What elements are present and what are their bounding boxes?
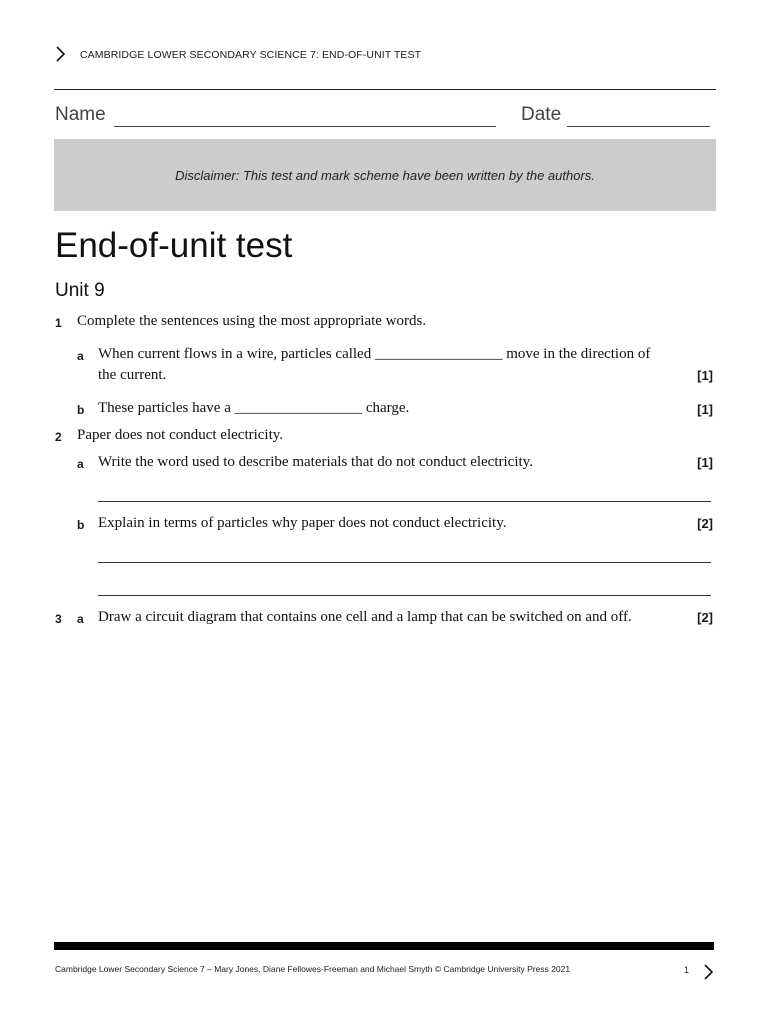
- question-text: These particles have a _________________ charge.: [98, 400, 410, 416]
- footer-credit: Cambridge Lower Secondary Science 7 – Mary Jones, Diane Fellowes-Freeman and Michael Smyth © Cambridge University Press 2021: [55, 964, 571, 974]
- disclaimer-text: Disclaimer: This test and mark scheme have been written by the authors.: [175, 167, 595, 183]
- question-text: Complete the sentences using the most appropriate words.: [77, 313, 427, 329]
- part-label: a: [77, 349, 84, 363]
- marks-label: [1]: [697, 455, 713, 470]
- question-number: 2: [55, 430, 62, 444]
- name-label: Name: [55, 104, 106, 125]
- question-text: Draw a circuit diagram that contains one cell and a lamp that can be switched on and off.: [98, 609, 632, 625]
- date-field-line[interactable]: [567, 126, 710, 127]
- answer-line[interactable]: [98, 562, 711, 563]
- series-header: CAMBRIDGE LOWER SECONDARY SCIENCE 7: END-OF-UNIT TEST: [80, 49, 422, 61]
- marks-label: [1]: [697, 402, 713, 417]
- marks-label: [1]: [697, 368, 713, 383]
- part-label: b: [77, 518, 85, 532]
- question-number: 3: [55, 612, 62, 626]
- part-label: a: [77, 457, 84, 471]
- marks-label: [2]: [697, 516, 713, 531]
- disclaimer-box: [54, 139, 716, 211]
- footer-bar: [54, 942, 714, 950]
- page-title: End-of-unit test: [55, 226, 293, 265]
- name-field-line[interactable]: [114, 126, 496, 127]
- question-text: Write the word used to describe materials that do not conduct electricity.: [98, 454, 533, 470]
- question-text: Paper does not conduct electricity.: [77, 427, 284, 443]
- page-number: 1: [684, 965, 690, 975]
- answer-line[interactable]: [98, 501, 711, 502]
- answer-line[interactable]: [98, 595, 711, 596]
- part-label: a: [77, 612, 84, 626]
- part-label: b: [77, 403, 85, 417]
- chevron-right-icon: [54, 46, 68, 62]
- marks-label: [2]: [697, 610, 713, 625]
- unit-heading: Unit 9: [55, 280, 105, 301]
- question-text: When current flows in a wire, particles called _________________ move in the direction of: [98, 346, 651, 362]
- question-number: 1: [55, 316, 62, 330]
- header-divider: [54, 89, 716, 90]
- date-label: Date: [521, 104, 562, 125]
- question-text: the current.: [98, 367, 167, 383]
- chevron-right-icon[interactable]: [702, 964, 716, 980]
- question-text: Explain in terms of particles why paper does not conduct electricity.: [98, 515, 507, 531]
